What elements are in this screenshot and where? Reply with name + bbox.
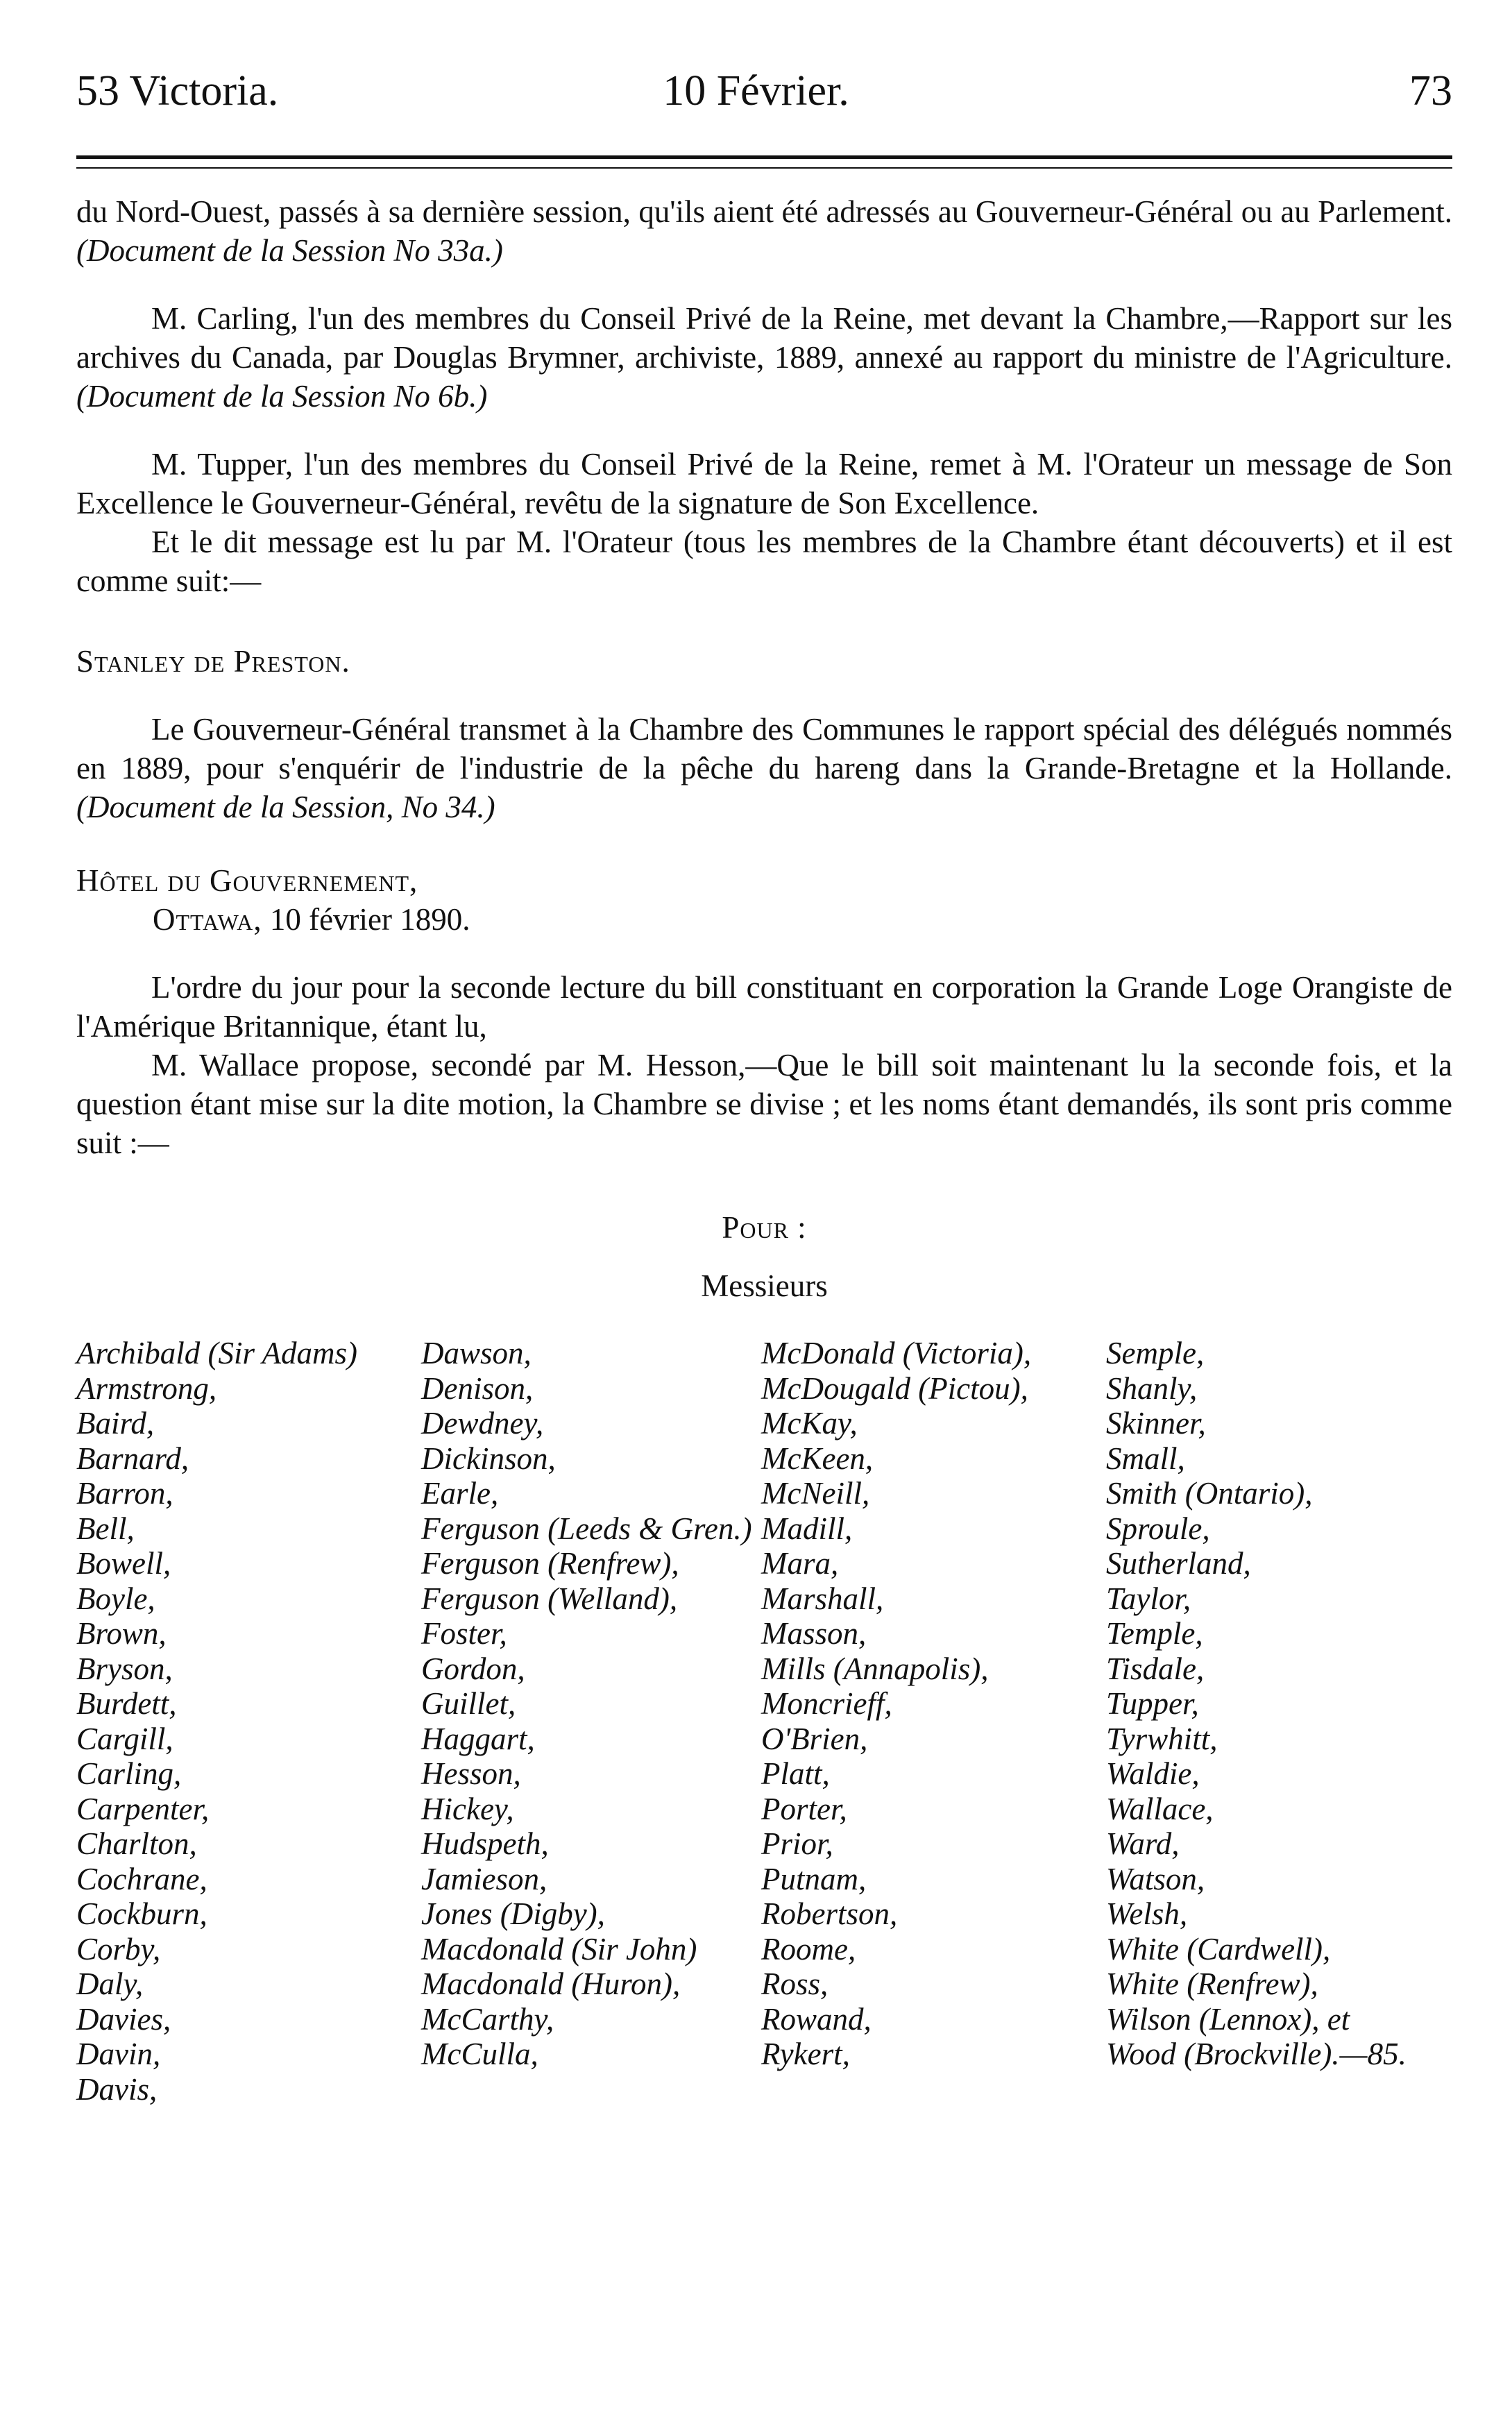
member-name: McCulla, [421,2037,538,2071]
paragraph-5 [76,710,1452,826]
paragraph-6: L'ordre du jour pour la seconde lecture du bill constituant en corporation la Grande Loge Orangiste de l'Amérique Britannique, étant lu, [76,970,1452,1044]
member-name: Earle, [421,1476,499,1511]
member-name: Putnam, [761,1861,867,1896]
member-name: Rykert, [761,2037,850,2071]
member-name: Moncrieff, [761,1686,892,1721]
member-name: Tyrwhitt, [1106,1721,1218,1756]
member-name: Semple, [1106,1336,1205,1370]
member-name: Brown, [76,1616,167,1651]
member-name: Jones (Digby), [421,1896,605,1931]
journal-text [76,192,1452,2107]
page-number: 73 [1409,67,1452,114]
place-and-date [76,861,1452,939]
member-name: Small, [1106,1441,1185,1476]
member-name: Hickey, [421,1791,514,1826]
header-date: 10 Février. [663,67,849,114]
member-name: Cochrane, [76,1861,207,1896]
salutation: Stanley de Preston. [76,644,350,679]
member-name: Haggart, [421,1721,535,1756]
member-name: Marshall, [761,1581,884,1616]
member-name: Shanly, [1106,1370,1198,1406]
member-name: Skinner, [1106,1406,1206,1441]
member-name: McKay, [761,1406,858,1441]
paragraph-4: Et le dit message est lu par M. l'Orateur (tous les membres de la Chambre étant découverts) et il est comme suit:— [76,525,1452,598]
member-name: Prior, [761,1826,833,1861]
member-name: Guillet, [421,1686,516,1721]
member-name: Corby, [76,1931,161,1966]
member-name: Ferguson (Leeds & Gren.) [421,1511,752,1546]
member-name: Waldie, [1106,1756,1200,1791]
paragraph-text: M. Carling, l'un des membres du Conseil Privé de la Reine, met devant la Chambre,—Rapport sur les archives du Canada, par Douglas Brymner, archiviste, 1889, annexé au rapport du ministre de l'Agriculture. [76,301,1452,375]
member-name: Daly, [76,1966,144,2001]
member-name: Armstrong, [76,1370,217,1406]
names-column-3 [761,1336,1106,2107]
paragraph-7: M. Wallace propose, secondé par M. Hesson,—Que le bill soit maintenant lu la seconde fois, et la question étant mise sur la dite motion, la Chambre se divise ; et les noms étant demandés, ils sont pris comme suit :— [76,1048,1452,1160]
member-name: Davin, [76,2037,161,2071]
member-name: McCarthy, [421,2001,554,2037]
member-name: Ferguson (Renfrew), [421,1546,679,1581]
member-name: McDougald (Pictou), [761,1370,1028,1406]
member-name: Carling, [76,1756,182,1791]
member-name: Barron, [76,1476,173,1511]
session-document-ref: (Document de la Session No 33a.) [76,233,503,268]
vote-heading: Pour : [722,1210,807,1245]
place-line: Hôtel du Gouvernement, [76,863,418,898]
member-name: Davies, [76,2001,171,2037]
member-name: Dewdney, [421,1406,544,1441]
member-name: Hudspeth, [421,1826,549,1861]
member-name: O'Brien, [761,1721,868,1756]
member-name: Macdonald (Sir John) [421,1931,697,1966]
member-name: Ward, [1106,1826,1180,1861]
member-name: Temple, [1106,1616,1203,1651]
member-name: McNeill, [761,1476,870,1511]
member-name: Madill, [761,1511,853,1546]
running-header [76,69,1452,125]
member-name: Hesson, [421,1756,521,1791]
member-name: Wallace, [1106,1791,1214,1826]
paragraph-text: du Nord-Ouest, passés à sa dernière session, qu'ils aient été adressés au Gouverneur-Général ou au Parlement. [76,194,1452,229]
paragraph-1 [76,192,1452,270]
member-name: McDonald (Victoria), [761,1336,1032,1370]
member-name: Jamieson, [421,1861,547,1896]
member-name: Archibald (Sir Adams) [76,1336,357,1370]
member-name: Denison, [421,1370,534,1406]
member-name: Taylor, [1106,1581,1191,1616]
names-column-1 [76,1336,421,2107]
member-name: Robertson, [761,1896,898,1931]
session-document-ref: (Document de la Session No 6b.) [76,379,488,414]
paragraph-3: M. Tupper, l'un des membres du Conseil Privé de la Reine, remet à M. l'Orateur un message de Son Excellence le Gouverneur-Général, revêtu de la signature de Son Excellence. [76,447,1452,520]
member-name: Gordon, [421,1651,525,1686]
member-name: Roome, [761,1931,856,1966]
vote-names-list [76,1336,1452,2107]
member-name: Bryson, [76,1651,173,1686]
member-name: Cockburn, [76,1896,207,1931]
member-name: Wilson (Lennox), et [1106,2001,1350,2037]
member-name: Watson, [1106,1861,1205,1896]
date: 10 février 1890. [262,902,470,937]
member-name: Welsh, [1106,1896,1188,1931]
member-name: Sutherland, [1106,1546,1251,1581]
member-name: Rowand, [761,2001,872,2037]
member-name: Masson, [761,1616,867,1651]
member-name: Mara, [761,1546,839,1581]
member-name: Baird, [76,1406,155,1441]
member-name: Bell, [76,1511,135,1546]
member-name: Tupper, [1106,1686,1199,1721]
member-name: Wood (Brockville).—85. [1106,2037,1407,2071]
member-name: Dickinson, [421,1441,556,1476]
member-name: Tisdale, [1106,1651,1205,1686]
header-volume: 53 Victoria. [76,67,279,114]
member-name: Smith (Ontario), [1106,1476,1313,1511]
member-name: Ross, [761,1966,829,2001]
paragraph-text: Le Gouverneur-Général transmet à la Chambre des Communes le rapport spécial des délégués nommés en 1889, pour s'enquérir de l'industrie de la pêche du hareng dans la Grande-Bretagne et la Hollande. [76,712,1452,785]
member-name: Porter, [761,1791,847,1826]
member-name: Platt, [761,1756,830,1791]
member-name: Bowell, [76,1546,171,1581]
member-name: White (Renfrew), [1106,1966,1318,2001]
member-name: Barnard, [76,1441,189,1476]
vote-subheading: Messieurs [701,1268,828,1303]
member-name: Macdonald (Huron), [421,1966,681,2001]
member-name: Charlton, [76,1826,197,1861]
member-name: Sproule, [1106,1511,1210,1546]
member-name: Cargill, [76,1721,173,1756]
session-document-ref: (Document de la Session, No 34.) [76,790,495,824]
member-name: Foster, [421,1616,507,1651]
member-name: Mills (Annapolis), [761,1651,989,1686]
member-name: Carpenter, [76,1791,210,1826]
city: Ottawa, [153,902,262,937]
member-name: Dawson, [421,1336,532,1370]
member-name: White (Cardwell), [1106,1931,1331,1966]
member-name: Ferguson (Welland), [421,1581,678,1616]
member-name: Burdett, [76,1686,177,1721]
paragraph-2 [76,299,1452,416]
date-line [76,900,1452,939]
names-column-4 [1106,1336,1453,2107]
names-column-2 [421,1336,761,2107]
member-name: Davis, [76,2071,158,2107]
header-rule [76,155,1452,169]
member-name: McKeen, [761,1441,874,1476]
member-name: Boyle, [76,1581,155,1616]
